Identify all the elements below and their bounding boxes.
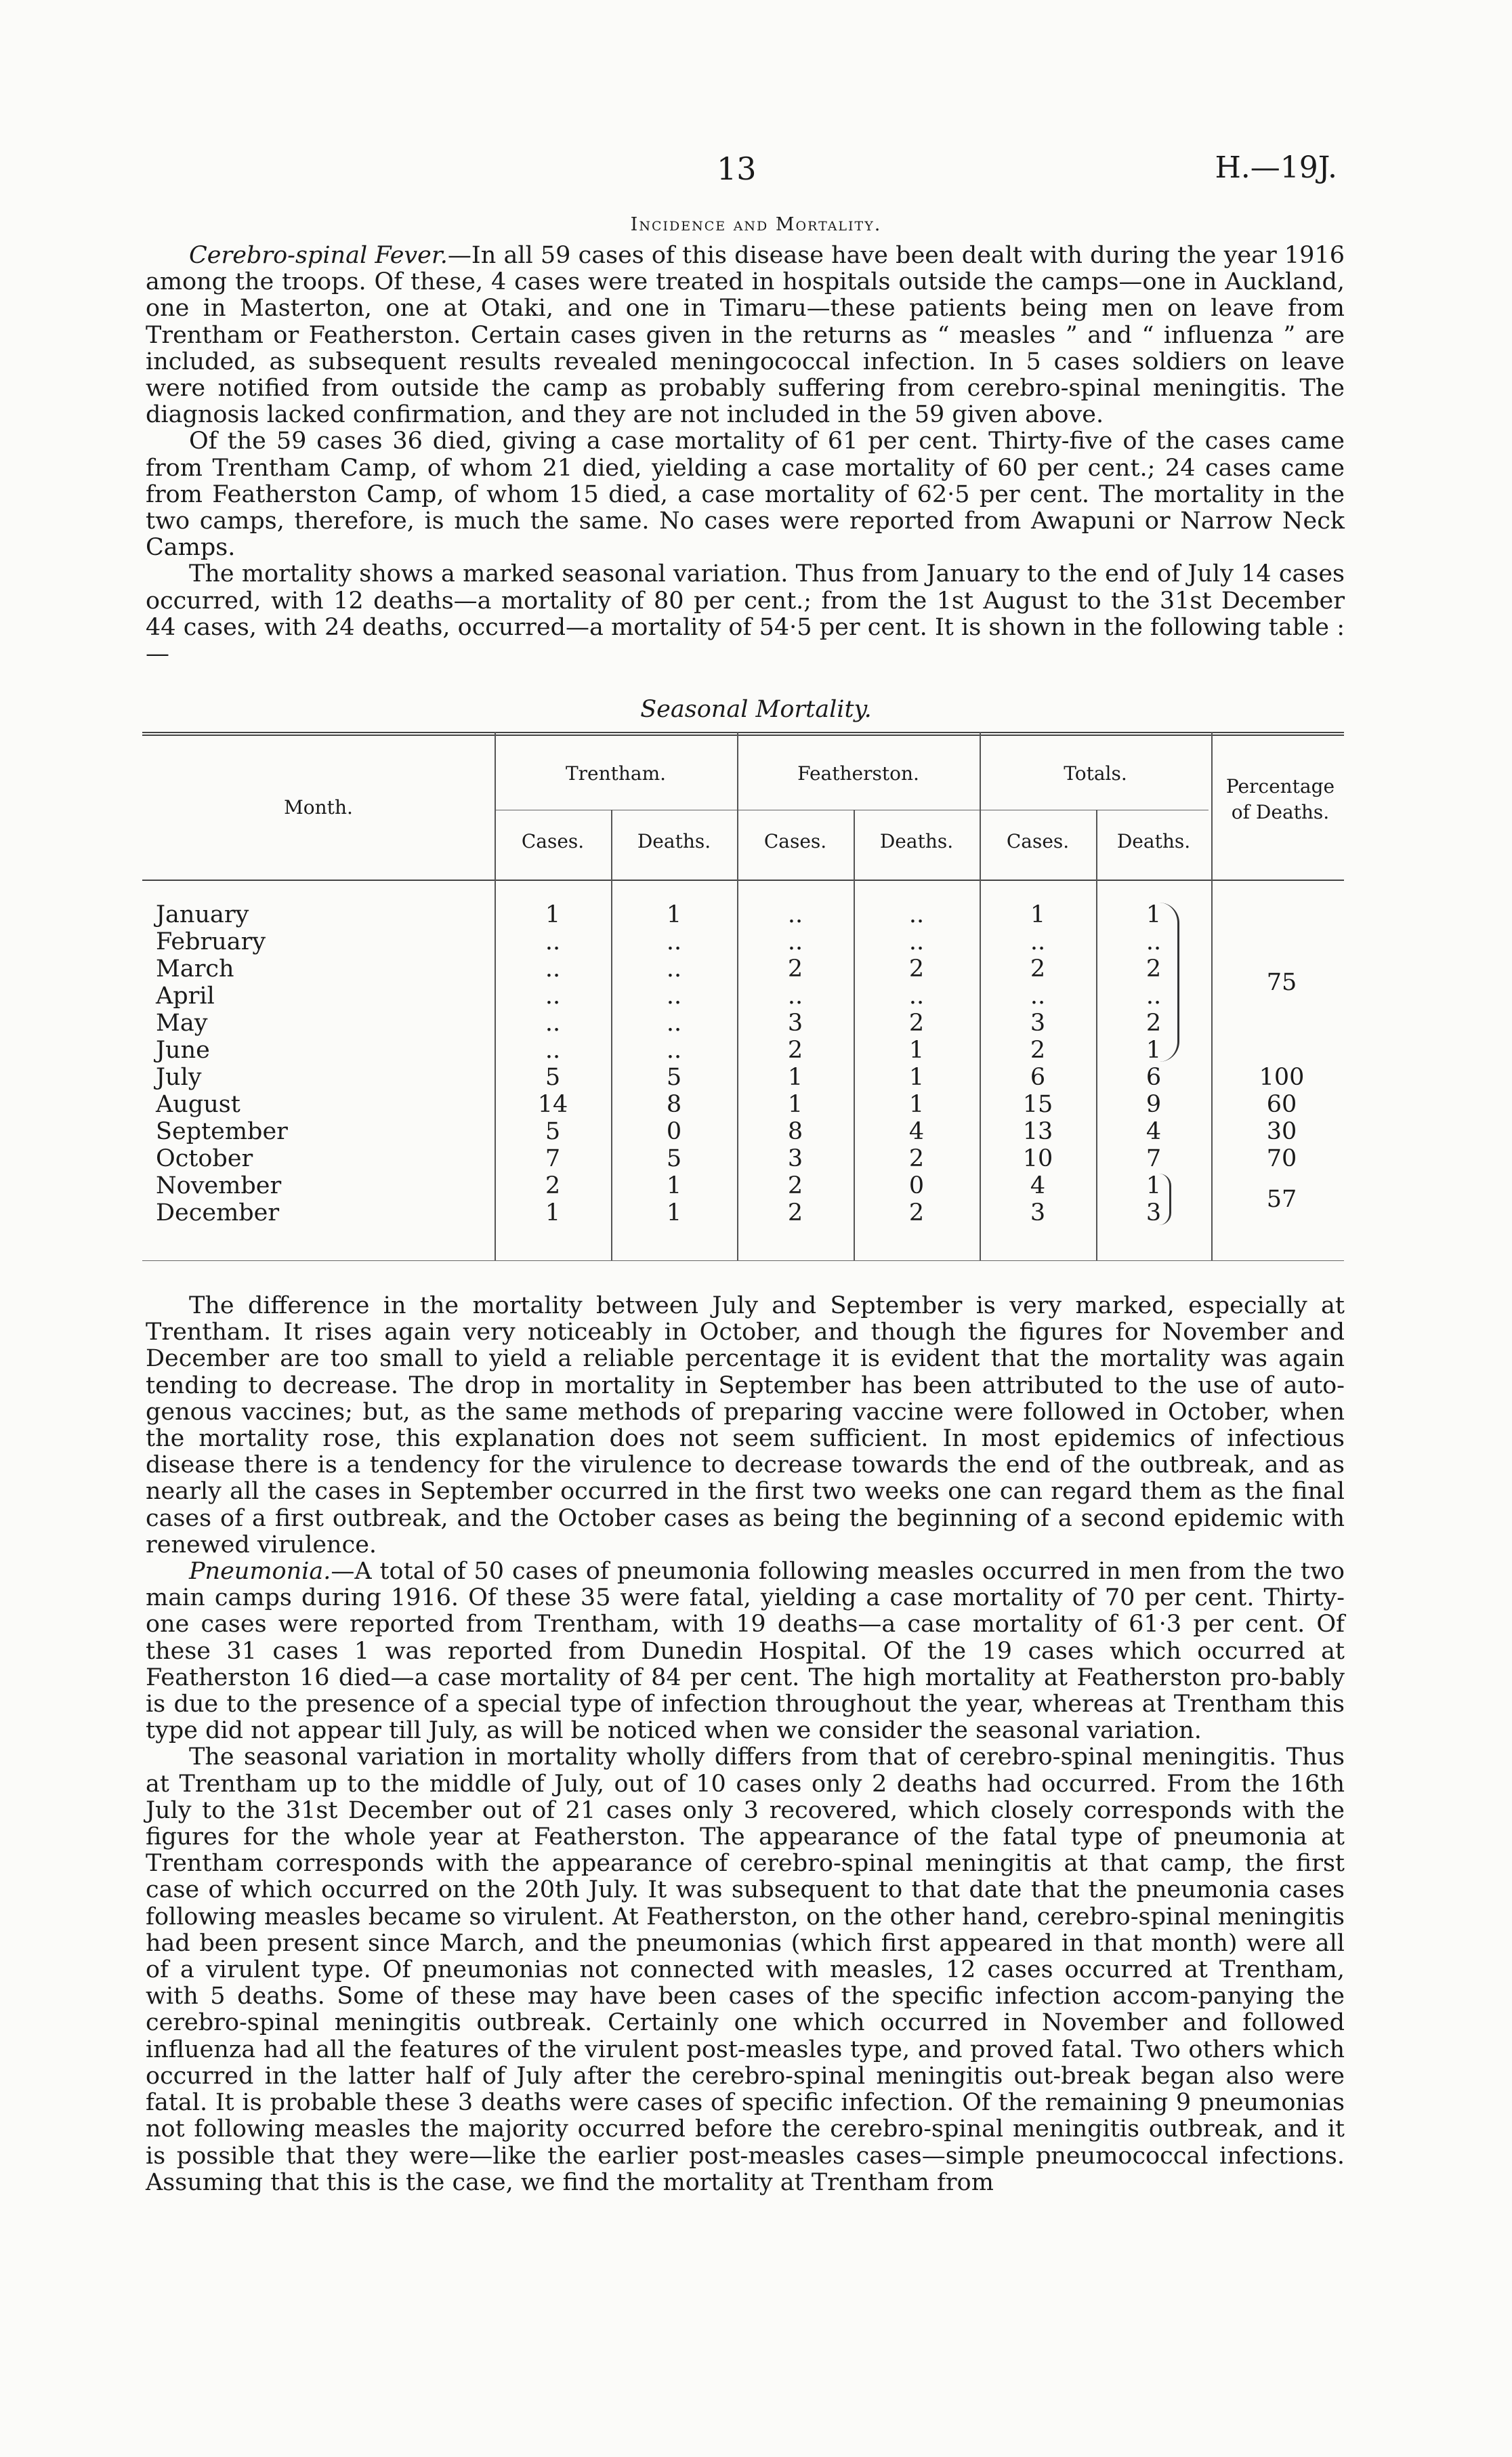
totals-cases: 13 <box>1022 1118 1053 1145</box>
totals-deaths: 1 <box>1146 1172 1162 1199</box>
seasonal-mortality-table <box>142 732 1344 1274</box>
trentham-cases: 14 <box>537 1091 568 1118</box>
trentham-deaths: .. <box>666 955 682 983</box>
totals-cases: .. <box>1030 983 1046 1010</box>
paragraph-case-mortality <box>146 428 1345 561</box>
paragraph-text: The mortality shows a marked seasonal variation. Thus from January to the end of July 14 cases occurred, with 12 deaths—a mortality of 80 per cent.; from the 1st August to the 31st December 44 cases, with 24 deaths, occurred—a mortality of 54·5 per cent. It is shown in the following table :— <box>146 560 1345 668</box>
trentham-cases: .. <box>545 955 561 983</box>
row-month: January <box>156 901 249 928</box>
table-row <box>142 1145 1344 1172</box>
paragraph-mortality-difference <box>146 1293 1345 1558</box>
trentham-cases: 1 <box>545 901 561 928</box>
totals-cases: 3 <box>1030 1010 1046 1037</box>
trentham-cases: 5 <box>545 1118 561 1145</box>
pct-aug: 60 <box>1266 1091 1297 1118</box>
featherston-deaths: .. <box>908 983 925 1010</box>
featherston-deaths: 1 <box>908 1037 925 1064</box>
header-percentage: Percentage of Deaths. <box>1225 775 1335 823</box>
trentham-deaths: 8 <box>666 1091 682 1118</box>
totals-deaths: 7 <box>1146 1145 1162 1172</box>
totals-deaths: 2 <box>1146 1010 1162 1037</box>
trentham-cases: 5 <box>545 1064 561 1091</box>
featherston-cases: 1 <box>787 1091 803 1118</box>
totals-cases: 10 <box>1022 1145 1053 1172</box>
table-bottom-rule <box>142 1260 1344 1261</box>
trentham-cases: .. <box>545 1010 561 1037</box>
totals-deaths: 6 <box>1146 1064 1162 1091</box>
row-month: August <box>156 1091 240 1118</box>
row-month: April <box>156 983 215 1010</box>
row-month: May <box>156 1010 208 1037</box>
header-featherston-deaths: Deaths. <box>879 830 954 852</box>
totals-deaths: 4 <box>1146 1118 1162 1145</box>
brace-jan-jun <box>1150 903 1179 1062</box>
featherston-deaths: 1 <box>908 1064 925 1091</box>
totals-cases: 4 <box>1030 1172 1046 1199</box>
trentham-deaths: 5 <box>666 1064 682 1091</box>
paragraph-pneumonia <box>146 1558 1345 1744</box>
trentham-cases: 7 <box>545 1145 561 1172</box>
totals-cases: 6 <box>1030 1064 1046 1091</box>
featherston-cases: .. <box>787 928 803 955</box>
paragraph-text: —A total of 50 cases of pneumonia following measles occurred in men from the two main camps during 1916. Of these 35 were fatal, yielding a case mortality of 70 per cent. Thirty-one cases were reported from Trentham, with 19 deaths—a case mortality of 61·3 per cent. Of these 31 cases 1 was reported from Dunedin Hospital. Of the 19 cases which occurred at Featherston 16 died—a case mortality of 84 per cent. The high mortality at Featherston pro-bably is due to the presence of a special type of infection throughout the year, whereas at Trentham this type did not appear till July, as will be noticed when we consider the seasonal variation. <box>146 1558 1345 1745</box>
document-reference: H.—19J. <box>1215 150 1337 185</box>
trentham-cases: 2 <box>545 1172 561 1199</box>
header-featherston-cases: Cases. <box>763 830 827 852</box>
paragraph-cerebro-spinal <box>146 243 1345 428</box>
featherston-cases: 2 <box>787 1172 803 1199</box>
totals-cases: 2 <box>1030 1037 1046 1064</box>
paragraph-pneumonia-seasonal <box>146 1744 1345 2195</box>
totals-cases: 2 <box>1030 955 1046 983</box>
totals-cases: .. <box>1030 928 1046 955</box>
section-heading: Incidence and Mortality. <box>630 214 882 235</box>
bottom-text-block <box>146 1293 1345 2196</box>
totals-deaths: .. <box>1146 928 1162 955</box>
row-month: March <box>156 955 234 983</box>
header-month: Month. <box>284 796 353 819</box>
paragraph-text: The seasonal variation in mortality wholly differs from that of cerebro-spinal meningitis. Thus at Trentham up to the middle of July, out of 10 cases only 2 deaths had occurred. From the 16th July to the 31st December out of 21 cases only 3 recovered, which closely corresponds with the figures for the whole year at Featherston. The appearance of the fatal type of pneumonia at Trentham corresponds with the appearance of cerebro-spinal meningitis at that camp, the first case of which occurred on the 20th July. It was subsequent to that date that the pneumonia cases following measles became so virulent. At Featherston, on the other hand, cerebro-spinal meningitis had been present since March, and the pneumonias (which first appeared in that month) were all of a virulent type. Of pneumonias not connected with measles, 12 cases occurred at Trentham, with 5 deaths. Some of these may have been cases of the specific infection accom-panying the cerebro-spinal meningitis outbreak. Certainly one which occurred in November and followed influenza had all the features of the virulent post-measles type, and proved fatal. Two others which occurred in the latter half of July after the cerebro-spinal meningitis out-break began also were fatal. It is probable these 3 deaths were cases of specific infection. Of the remaining 9 pneumonias not following measles the majority occurred before the cerebro-spinal meningitis outbreak, and it is possible that they were—like the earlier post-measles cases—simple pneumococcal infections. Assuming that this is the case, we find the mortality at Trentham from <box>146 1743 1345 2196</box>
top-text-block <box>146 243 1345 667</box>
table-row <box>142 1064 1344 1091</box>
trentham-cases: 1 <box>545 1199 561 1226</box>
header-trentham-cases: Cases. <box>521 830 585 852</box>
row-month: February <box>156 928 266 955</box>
featherston-cases: .. <box>787 901 803 928</box>
header-bottom-rule <box>142 880 1344 881</box>
featherston-deaths: 2 <box>908 1199 925 1226</box>
trentham-deaths: .. <box>666 928 682 955</box>
row-month: December <box>156 1199 280 1226</box>
header-totals-cases: Cases. <box>1006 830 1070 852</box>
featherston-deaths: .. <box>908 901 925 928</box>
paragraph-seasonal <box>146 561 1345 667</box>
trentham-cases: .. <box>545 983 561 1010</box>
trentham-deaths: .. <box>666 983 682 1010</box>
featherston-cases: 8 <box>787 1118 803 1145</box>
paragraph-text: The difference in the mortality between July and September is very marked, especially at Trentham. It rises again very noticeably in October, and though the figures for November and December are too small to yield a reliable percentage it is evident that the mortality was again tending to decrease. The drop in mortality in September has been attributed to the use of auto-genous vaccines; but, as the same methods of preparing vaccine were followed in October, when the mortality rose, this explanation does not seem sufficient. In most epidemics of infectious disease there is a tendency for the virulence to decrease towards the end of the outbreak, and as nearly all the cases in September occurred in the first two weeks one can regard them as the final cases of a first outbreak, and the October cases as being the beginning of a second epidemic with renewed virulence. <box>146 1292 1345 1558</box>
table-caption: Seasonal Mortality. <box>640 696 872 723</box>
trentham-deaths: 1 <box>666 1199 682 1226</box>
pct-oct: 70 <box>1266 1145 1297 1172</box>
featherston-cases: .. <box>787 983 803 1010</box>
featherston-cases: 2 <box>787 955 803 983</box>
trentham-cases: .. <box>545 928 561 955</box>
row-month: November <box>156 1172 282 1199</box>
pct-sep: 30 <box>1266 1118 1297 1145</box>
totals-cases: 3 <box>1030 1199 1046 1226</box>
row-month: September <box>156 1118 288 1145</box>
totals-cases: 15 <box>1022 1091 1053 1118</box>
table-top-rule-double <box>142 735 1344 736</box>
row-month: October <box>156 1145 253 1172</box>
totals-deaths: 2 <box>1146 955 1162 983</box>
featherston-deaths: 2 <box>908 1010 925 1037</box>
header-trentham: Trentham. <box>565 762 667 785</box>
trentham-deaths: 0 <box>666 1118 682 1145</box>
pct-jan-jun: 75 <box>1266 969 1297 996</box>
table-row <box>142 1118 1344 1145</box>
page-number: 13 <box>717 150 757 187</box>
trentham-deaths: 1 <box>666 1172 682 1199</box>
row-month: June <box>156 1037 210 1064</box>
featherston-deaths: 2 <box>908 955 925 983</box>
featherston-deaths: 1 <box>908 1091 925 1118</box>
featherston-deaths: 2 <box>908 1145 925 1172</box>
trentham-deaths: 5 <box>666 1145 682 1172</box>
totals-deaths: 1 <box>1146 1037 1162 1064</box>
table-row <box>142 1091 1344 1118</box>
paragraph-lead: Pneumonia. <box>189 1558 331 1586</box>
featherston-deaths: .. <box>908 928 925 955</box>
featherston-cases: 1 <box>787 1064 803 1091</box>
row-month: July <box>156 1064 202 1091</box>
trentham-deaths: .. <box>666 1010 682 1037</box>
header-trentham-deaths: Deaths. <box>637 830 711 852</box>
header-totals-deaths: Deaths. <box>1116 830 1191 852</box>
trentham-deaths: 1 <box>666 901 682 928</box>
totals-cases: 1 <box>1030 901 1046 928</box>
featherston-cases: 3 <box>787 1145 803 1172</box>
featherston-cases: 2 <box>787 1037 803 1064</box>
totals-deaths: 9 <box>1146 1091 1162 1118</box>
paragraph-lead: Cerebro-spinal Fever. <box>189 242 448 269</box>
brace-nov-dec <box>1150 1174 1171 1225</box>
trentham-cases: .. <box>545 1037 561 1064</box>
trentham-deaths: .. <box>666 1037 682 1064</box>
paragraph-text: —In all 59 cases of this disease have been dealt with during the year 1916 among the troops. Of these, 4 cases were treated in hospitals outside the camps—one in Auckland, one in Masterton, one at Otaki, and one in Timaru—these patients being men on leave from Trentham or Featherston. Certain cases given in the returns as “ measles ” and “ influenza ” are included, as subsequent results revealed meningococcal infection. In 5 cases soldiers on leave were notified from outside the camp as probably suffering from cerebro-spinal meningitis. The diagnosis lacked confirmation, and they are not included in the 59 given above. <box>146 242 1345 429</box>
table-top-rule <box>142 732 1344 733</box>
featherston-cases: 3 <box>787 1010 803 1037</box>
featherston-deaths: 0 <box>908 1172 925 1199</box>
paragraph-text: Of the 59 cases 36 died, giving a case mortality of 61 per cent. Thirty-five of the cases came from Trentham Camp, of whom 21 died, yielding a case mortality of 60 per cent.; 24 cases came from Featherston Camp, of whom 15 died, a case mortality of 62·5 per cent. The mortality in the two camps, therefore, is much the same. No cases were reported from Awapuni or Narrow Neck Camps. <box>146 428 1345 562</box>
header-totals: Totals. <box>1064 762 1127 785</box>
totals-deaths: .. <box>1146 983 1162 1010</box>
pct-jul: 100 <box>1259 1064 1305 1091</box>
featherston-deaths: 4 <box>908 1118 925 1145</box>
header-featherston: Featherston. <box>797 762 919 785</box>
pct-nov-dec: 57 <box>1266 1186 1297 1213</box>
featherston-cases: 2 <box>787 1199 803 1226</box>
totals-deaths: 3 <box>1146 1199 1162 1226</box>
totals-deaths: 1 <box>1146 901 1162 928</box>
